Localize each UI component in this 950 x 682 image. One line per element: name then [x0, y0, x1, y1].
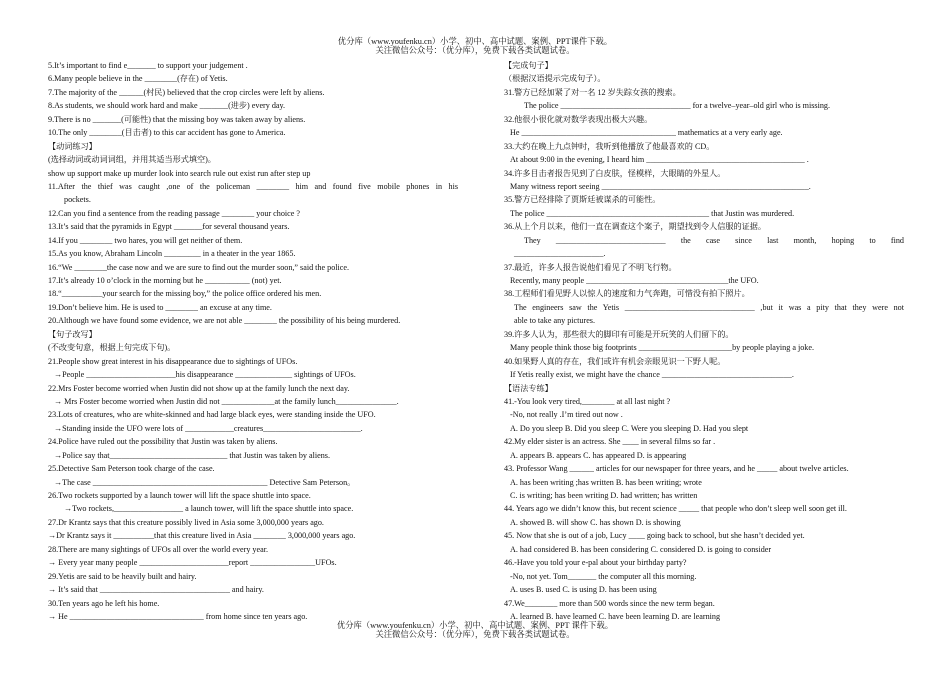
question-29-rewrite: → It’s said that ________________________________ and hairy.	[48, 585, 264, 595]
question-41-reply: -No, not really .I’m tired out now .	[510, 410, 623, 420]
question-22-rewrite: → Mrs Foster become worried when Justin did not _____________at the family lunch_______________.	[54, 396, 399, 406]
question-37: 37.最近，许多人报告说他们看见了不明飞行物。	[504, 262, 677, 272]
question-25-rewrite: →The case ___________________________________________ Detective Sam Peterson。	[54, 477, 356, 487]
question-16: 16.“We ________the case now and we are sure to find out the murder soon,” said the police.	[48, 262, 350, 272]
page-footer-line-2: 关注微信公众号：（优分库），免费下载各类试题试卷。	[375, 630, 575, 639]
section-instruction: (选择动词或动词词组，并用其适当形式填空)。	[48, 155, 216, 165]
question-28-rewrite: → Every year many people ______________________report ________________UFOs.	[48, 558, 337, 568]
question-37-answer-line: Recently, many people ___________________________________the UFO.	[510, 276, 759, 285]
left-column	[48, 59, 458, 623]
question-43: 43. Professor Wang ______ articles for our newspaper for three years, and he _____ about twelve articles.	[504, 464, 849, 474]
question-29: 29.Yetis are said to be heavily built and hairy.	[48, 571, 197, 581]
question-19: 19.Don’t believe him. He is used to ________ an excuse at any time.	[48, 302, 272, 312]
question-41-options: A. Do you sleep B. Did you sleep C. Were you sleeping D. Had you slept	[510, 423, 749, 433]
page-header-line-1: 优分库（www.youfenku.cn）小学、初中、高中试题、案例、PPT课件下载。	[337, 37, 613, 46]
question-39-answer-line: Many people think those big footprints _______________________by people playing a joke.	[510, 343, 814, 353]
question-45: 45. Now that she is out of a job, Lucy ____ going back to school, but she hasn’t decided yet.	[504, 531, 805, 541]
question-7: 7.The majority of the ______(村民) believed that the crop circles were left by aliens.	[48, 87, 325, 97]
question-40-answer-line: If Yetis really exist, we might have the chance ________________________________.	[510, 370, 794, 380]
question-46-reply: -No, not yet. Tom_______ the computer all this morning.	[510, 571, 697, 581]
question-15: 15.As you know, Abraham Lincoln _________ in a theater in the year 1865.	[48, 249, 296, 259]
question-32-answer-line: He ______________________________________ mathematics at a very early age.	[510, 128, 783, 138]
question-26: 26.Two rockets supported by a launch tower will lift the space shuttle into space.	[48, 491, 311, 500]
question-25: 25.Detective Sam Peterson took charge of the case.	[48, 464, 215, 474]
question-46-options: A. uses B. used C. is using D. has been using	[510, 585, 657, 595]
section-heading-complete-sentences: 【完成句子】	[504, 61, 553, 70]
section-instruction: (不改变句意，根据上句完成下句)。	[48, 343, 176, 353]
question-23-rewrite: →Standing inside the UFO were lots of ____________creatures________________________.	[54, 423, 363, 433]
question-34: 34.许多目击者报告见到了白皮肤，怪模样，大眼睛的外星人。	[504, 168, 726, 178]
question-43-options-cd: C. is writing; has been writing D. had written; has written	[510, 491, 698, 500]
question-14: 14.If you ________ two hares, you will get neither of them.	[48, 235, 243, 245]
question-24: 24.Police have ruled out the possibility that Justin was taken by aliens.	[48, 437, 278, 447]
question-22: 22.Mrs Foster become worried when Justin did not show up at the family lunch the next day.	[48, 383, 350, 393]
question-47: 47.We________ more than 500 words since the new term began.	[504, 598, 715, 608]
question-24-rewrite: →Police say that_____________________________ that Justin was taken by aliens.	[54, 450, 330, 460]
question-40: 40.如果野人真的存在，我们或许有机会亲眼见识一下野人呢。	[504, 356, 726, 366]
question-41: 41.-You look very tired,________ at all last night ?	[504, 396, 671, 406]
question-21: 21.People show great interest in his disappearance due to sightings of UFOs.	[48, 356, 298, 366]
question-30-rewrite: → He _________________________________ from home since ten years ago.	[48, 611, 308, 621]
question-47-options: A. learned B. have learned C. have been learning D. are learning	[510, 611, 721, 621]
question-31-answer-line: The police ________________________________ for a twelve–year–old girl who is missing.	[524, 101, 831, 111]
question-10: 10.The only ________(目击者) to this car accident has gone to America.	[48, 128, 286, 138]
question-33-answer-line: At about 9:00 in the evening, I heard him _______________________________________ .	[510, 155, 809, 165]
question-35: 35.警方已经排除了贾斯廷被谋杀的可能性。	[504, 195, 661, 205]
question-11-continued: pockets.	[64, 195, 91, 205]
question-27: 27.Dr Krantz says that this creature possibly lived in Asia some 3,000,000 years ago.	[48, 517, 324, 527]
question-42-options: A. appears B. appears C. has appeared D. is appearing	[510, 450, 687, 460]
question-46: 46.-Have you told your e-pal about your birthday party?	[504, 558, 687, 568]
question-5: 5.It’s important to find e_______ to support your judgement .	[48, 61, 248, 70]
question-36: 36.从上个月以来，他们一直在调查这个案子，期望找到令人信服的证据。	[504, 222, 767, 232]
section-instruction: （根据汉语提示完成句子）。	[504, 74, 606, 84]
question-39: 39.许多人认为，那些很大的脚印有可能是开玩笑的人们留下的。	[504, 329, 734, 339]
question-43-options-ab: A. has been writing ;has written B. has been writing; wrote	[510, 477, 702, 487]
question-27-rewrite: →Dr Krantz says it __________that this creature lived in Asia ________ 3,000,000 years ago.	[48, 531, 356, 541]
question-20: 20.Although we have found some evidence, we are not able ________ the possibility of his being murdered.	[48, 316, 401, 326]
page-header-line-2: 关注微信公众号：（优分库），免费下载各类试题试卷。	[375, 46, 575, 55]
section-heading-grammar: 【语法专练】	[504, 383, 553, 393]
section-heading-sentence-rewrite: 【句子改写】	[48, 329, 97, 339]
right-column	[504, 59, 904, 623]
question-9: 9.There is no _______(可能性) that the missing boy was taken away by aliens.	[48, 114, 306, 124]
word-bank: show up support make up murder look into search rule out exist run after step up	[48, 168, 311, 178]
question-44-options: A. showed B. will show C. has shown D. is showing	[510, 517, 681, 527]
question-30: 30.Ten years ago he left his home.	[48, 598, 160, 608]
question-38-answer-line: The engineers saw the Yetis ________________________________ ,but it was a pity that they were not	[514, 302, 904, 312]
question-34-answer-line: Many witness report seeing ___________________________________________________.	[510, 181, 811, 191]
question-38: 38.工程师们看见野人以惊人的速度和力气奔跑，可惜没有拍下照片。	[504, 289, 750, 299]
question-36-answer-continued: ______________________.	[514, 249, 606, 259]
question-23: 23.Lots of creatures, who are white-skinned and had large black eyes, were standing inside the UFO.	[48, 410, 376, 420]
question-44: 44. Years ago we didn’t know this, but recent science _____ that people who don’t sleep well soon get ill.	[504, 504, 847, 514]
question-11: 11.After the thief was caught ,one of the policeman ________ him and found five mobile phones in his	[48, 181, 458, 191]
question-28: 28.There are many sightings of UFOs all over the world every year.	[48, 544, 268, 554]
question-13: 13.It’s said that the pyramids in Egypt _______for several thousand years.	[48, 222, 290, 232]
question-45-options: A. had considered B. has been considering C. considered D. is going to consider	[510, 544, 772, 554]
question-35-answer-line: The police ________________________________________ that Justin was murdered.	[510, 208, 795, 218]
question-36-answer-line: They ___________________________ the case since last month, hoping to find	[524, 235, 904, 245]
question-21-rewrite: →People ______________________his disappearance ______________ sightings of UFOs.	[54, 370, 356, 380]
question-26-rewrite: →Two rockets,_________________ a launch tower, will lift the space shuttle into space.	[64, 504, 354, 514]
question-33: 33.大约在晚上九点钟时，我听到他播放了他最喜欢的 CD。	[504, 141, 715, 151]
question-32: 32.他很小很化就对数学表现出极大兴趣。	[504, 114, 653, 124]
question-12: 12.Can you find a sentence from the reading passage ________ your choice ?	[48, 208, 301, 218]
question-31: 31.警方已经加紧了对一名 12 岁失踪女孩的搜索。	[504, 87, 681, 97]
question-42: 42.My elder sister is an actress. She ____ in several films so far .	[504, 437, 716, 447]
question-8: 8.As students, we should work hard and make _______(进步) every day.	[48, 101, 286, 111]
question-38-answer-continued: able to take any pictures.	[514, 316, 595, 326]
section-heading-verb-practice: 【动词练习】	[48, 141, 97, 151]
page-footer-line-1: 优分库（www.youfenku.cn）小学、初中、高中试题、案例、PPT 课件下载。	[336, 621, 614, 630]
question-6: 6.Many people believe in the ________(存在) of Yetis.	[48, 74, 228, 84]
question-17: 17.It’s already 10 o’clock in the morning but he ___________ (not) yet.	[48, 276, 282, 285]
question-18: 18.“__________your search for the missing boy,” the police office ordered his men.	[48, 289, 322, 299]
